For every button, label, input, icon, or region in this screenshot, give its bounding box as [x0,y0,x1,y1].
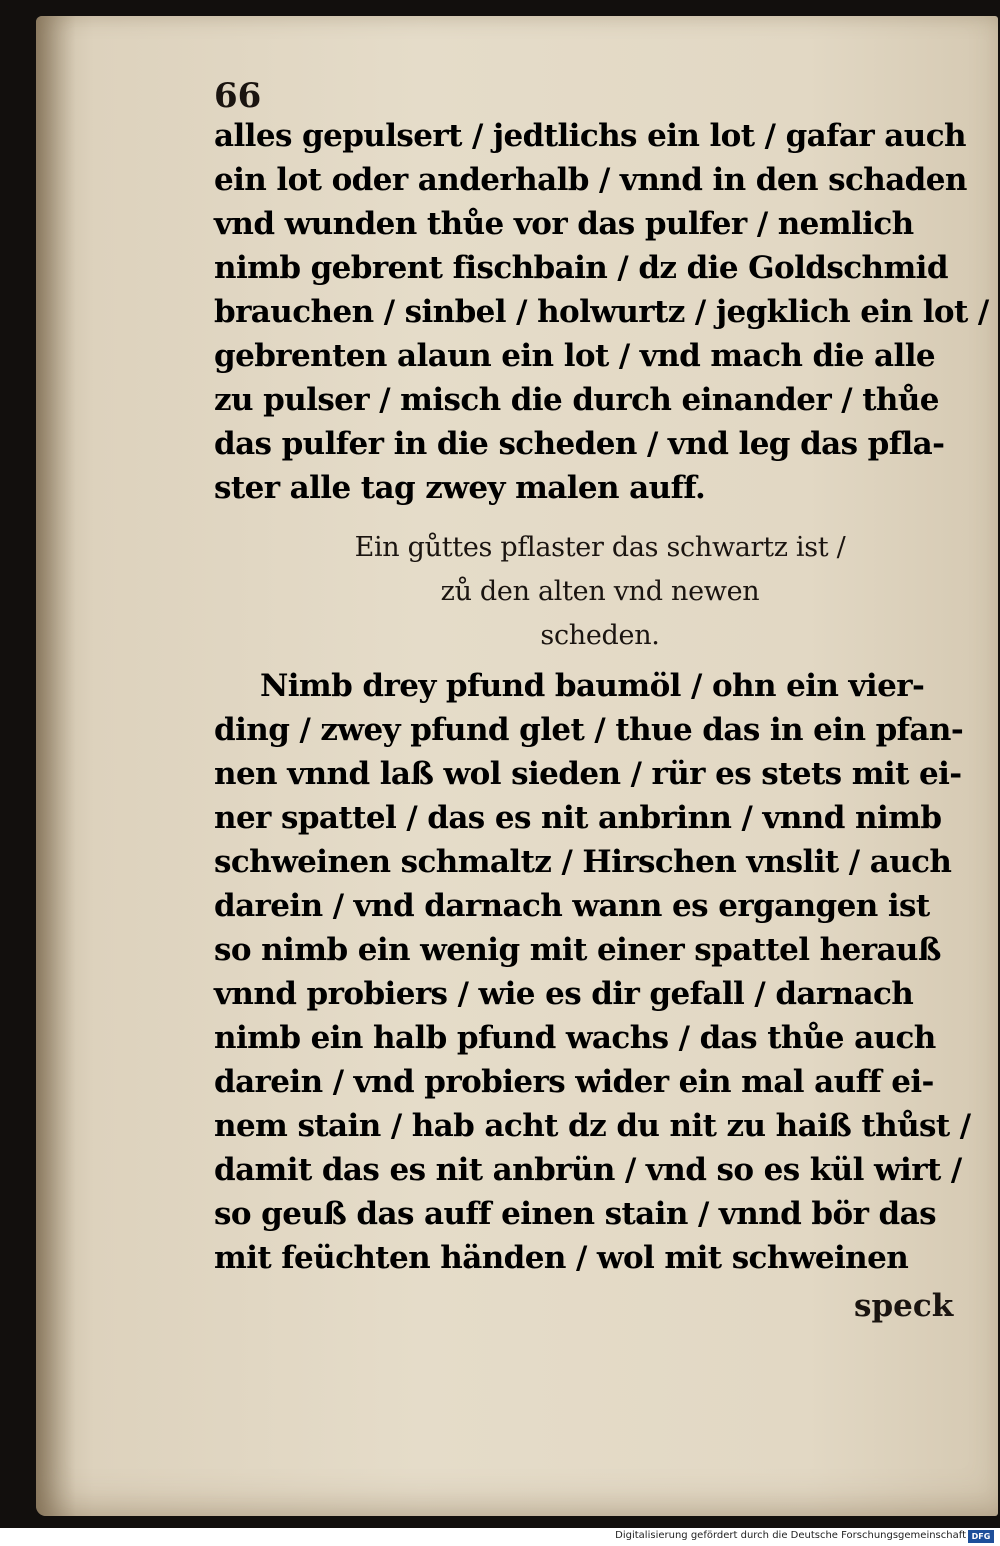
section-heading [250,526,950,658]
text-line: nimb gebrent fischbain / dz die Goldschmid [214,250,948,286]
text-line: ner spattel / das es nit anbrinn / vnnd nimb [214,800,942,836]
text-line: ding / zwey pfund glet / thue das in ein pfan- [214,712,964,748]
heading-line: scheden. [540,620,660,651]
text-line: vnd wunden thůe vor das pulfer / nemlich [214,206,914,242]
text-line: alles gepulsert / jedtlichs ein lot / gafar auch [214,118,966,154]
text-line: ster alle tag zwey malen auff. [214,470,706,506]
text-line: das pulfer in die scheden / vnd leg das pfla- [214,426,945,462]
text-line: mit feüchten händen / wol mit schweinen [214,1240,909,1276]
text-line: nimb ein halb pfund wachs / das thůe auch [214,1020,936,1056]
text-line: gebrenten alaun ein lot / vnd mach die alle [214,338,936,374]
paragraph-2 [214,664,971,1280]
catchword: speck [854,1288,954,1324]
text-line: darein / vnd probiers wider ein mal auff ei- [214,1064,934,1100]
text-line: zu pulser / misch die durch einander / thůe [214,382,939,418]
text-line: Nimb drey pfund baumöl / ohn ein vier- [260,668,925,704]
heading-line: zů den alten vnd newen [440,576,760,607]
text-line: brauchen / sinbel / holwurtz / jegklich ein lot / [214,294,989,330]
dfg-logo: DFG [968,1530,994,1543]
paragraph-1 [214,114,989,510]
text-line: damit das es nit anbrün / vnd so es kül wirt / [214,1152,962,1188]
heading-line: Ein gůttes pflaster das schwartz ist / [354,532,846,563]
text-line: ein lot oder anderhalb / vnnd in den schaden [214,162,967,198]
text-line: nem stain / hab acht dz du nit zu haiß thůst / [214,1108,971,1144]
page-gutter-shadow [36,16,76,1516]
text-line: schweinen schmaltz / Hirschen vnslit / auch [214,844,952,880]
footer-credit: Digitalisierung gefördert durch die Deutsche Forschungsgemeinschaft [615,1530,966,1541]
footer-bar [0,1528,1000,1546]
text-line: so nimb ein wenig mit einer spattel herauß [214,932,941,968]
text-line: nen vnnd laß wol sieden / rür es stets mit ei- [214,756,962,792]
text-line: so geuß das auff einen stain / vnnd bör das [214,1196,936,1232]
text-line: vnnd probiers / wie es dir gefall / darnach [214,976,914,1012]
page-number: 66 [214,76,262,116]
text-line: darein / vnd darnach wann es ergangen ist [214,888,930,924]
